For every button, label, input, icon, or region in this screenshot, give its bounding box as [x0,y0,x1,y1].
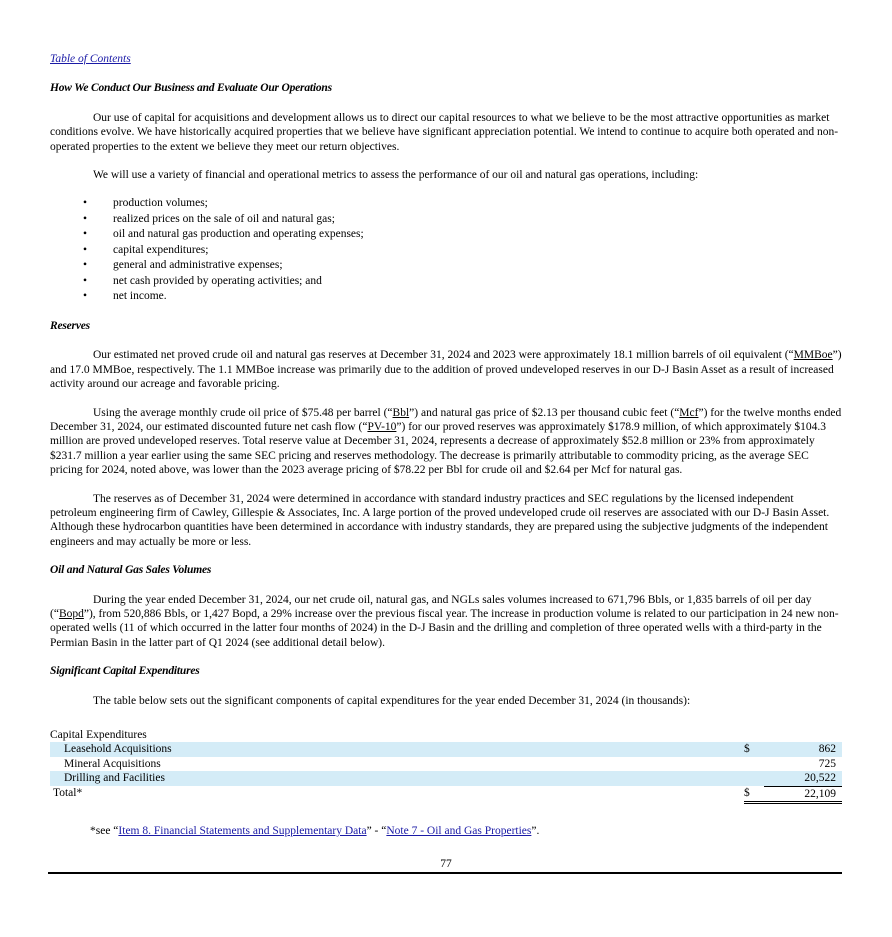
term-pv10: PV-10 [367,420,397,433]
table-row: Leasehold Acquisitions $ 862 [50,742,842,756]
table-of-contents-link[interactable]: Table of Contents [50,53,131,65]
paragraph-reserves-determination: The reserves as of December 31, 2024 were determined in accordance with standard industry practices and SEC regulations by the licensed independent petroleum engineering firm of Cawley, Gillespie & Associates, Inc. A large portion of the proved undeveloped crude oil reserves are associated with our D-J Basin Asset. Although these hydrocarbon quantities have been determined in accordance with industry standards, they are prepared using the subjective judgments of the independent engineers and may actually be more or less. [50,492,830,548]
list-item: • oil and natural gas production and operating expenses; [83,228,364,241]
bullet-icon: • [83,274,88,287]
section-heading-reserves: Reserves [50,319,90,332]
term-bbl: Bbl [392,406,410,419]
page-number: 77 [440,858,452,870]
capex-table [50,728,842,804]
table-total-row: Total* $ 22,109 [50,786,842,802]
table-header-row [50,728,842,742]
bullet-icon: • [83,197,88,210]
document-page [50,52,842,839]
paragraph-reserves-pricing: Using the average monthly crude oil price of $75.48 per barrel (“Bbl”) and natural gas price of $2.13 per thousand cubic feet (“Mcf”) for the twelve months ended December 31, 2024, our estimated discounted future net cash flow (“PV-10”) for our proved reserves was approximately $178.9 million, of which approximately $104.3 million are proved undeveloped reserves. Total reserve value at December 31, 2024, represents a decrease of approximately $52.8 million or 23% from approximately $231.7 million a year earlier using the same SEC pricing and reserves methodology. The decrease is primarily attributable to commodity pricing, as the average SEC pricing for 2024, noted above, was lower than the 2023 average pricing of $78.22 per Bbl for crude oil and $2.64 per Mcf for natural gas. [50,406,842,477]
list-item: • realized prices on the sale of oil and natural gas; [83,212,335,225]
term-mmboe: MMBoe [793,349,833,362]
bullet-icon: • [83,290,88,303]
paragraph-sales-volumes: During the year ended December 31, 2024, our net crude oil, natural gas, and NGLs sales volumes increased to 671,796 Bbls, or 1,835 barrels of oil per day (“Bopd”), from 520,886 Bbls, or 1,427 Bopd, a 29% increase over the previous fiscal year. The increase in production volume is related to our participation in 24 new non-operated wells (11 of which occurred in the latter four months of 2024) in the D-J Basin and the drilling and completion of three operated wells with a third-party in the Permian Basin in the latter part of Q1 2024 (see additional detail below). [50,593,839,649]
bullet-icon: • [83,228,88,241]
term-bopd: Bopd [58,608,84,621]
section-heading-sales-volumes: Oil and Natural Gas Sales Volumes [50,564,212,577]
bullet-icon: • [83,259,88,272]
list-item: • net cash provided by operating activities; and [83,274,322,287]
bullet-icon: • [83,243,88,256]
list-item: • general and administrative expenses; [83,259,283,272]
table-row: Drilling and Facilities 20,522 [50,771,842,786]
section-heading-business: How We Conduct Our Business and Evaluate Our Operations [50,82,332,95]
term-mcf: Mcf [679,406,699,419]
section-heading-capex: Significant Capital Expenditures [50,665,200,678]
list-item: • net income. [83,290,167,303]
note7-link[interactable]: Note 7 - Oil and Gas Properties [386,825,532,838]
item8-link[interactable]: Item 8. Financial Statements and Supplementary Data [118,825,367,838]
paragraph-metrics-intro: We will use a variety of financial and operational metrics to assess the performance of our oil and natural gas operations, including: [93,169,699,182]
bullet-icon: • [83,212,88,225]
paragraph-capital-use: Our use of capital for acquisitions and development allows us to direct our capital resources to what we believe to be the most attractive opportunities as market conditions evolve. We have historically acquired properties that we believe have significant appreciation potential. We intend to continue to acquire both operated and non-operated properties to the extent we believe they meet our return objectives. [50,111,839,153]
list-item: • production volumes; [83,197,208,210]
metrics-list [50,196,842,305]
table-row: Mineral Acquisitions 725 [64,757,836,770]
footer-divider [48,872,842,874]
table-title: Capital Expenditures [50,729,147,742]
list-item: • capital expenditures; [83,243,209,256]
paragraph-capex-intro: The table below sets out the significant components of capital expenditures for the year ended December 31, 2024 (in thousands): [93,694,691,707]
paragraph-reserves-estimate: Our estimated net proved crude oil and natural gas reserves at December 31, 2024 and 2023 were approximately 18.1 million barrels of oil equivalent (“MMBoe”) and 17.0 MMBoe, respectively. The 1.1 MMBoe increase was primarily due to the addition of proved undeveloped reserves in our D-J Basin Asset as a result of increased activity around our acreage and favorable pricing. [50,349,842,391]
table-footnote: *see “Item 8. Financial Statements and Supplementary Data” - “Note 7 - Oil and Gas Properties”. [90,825,540,838]
